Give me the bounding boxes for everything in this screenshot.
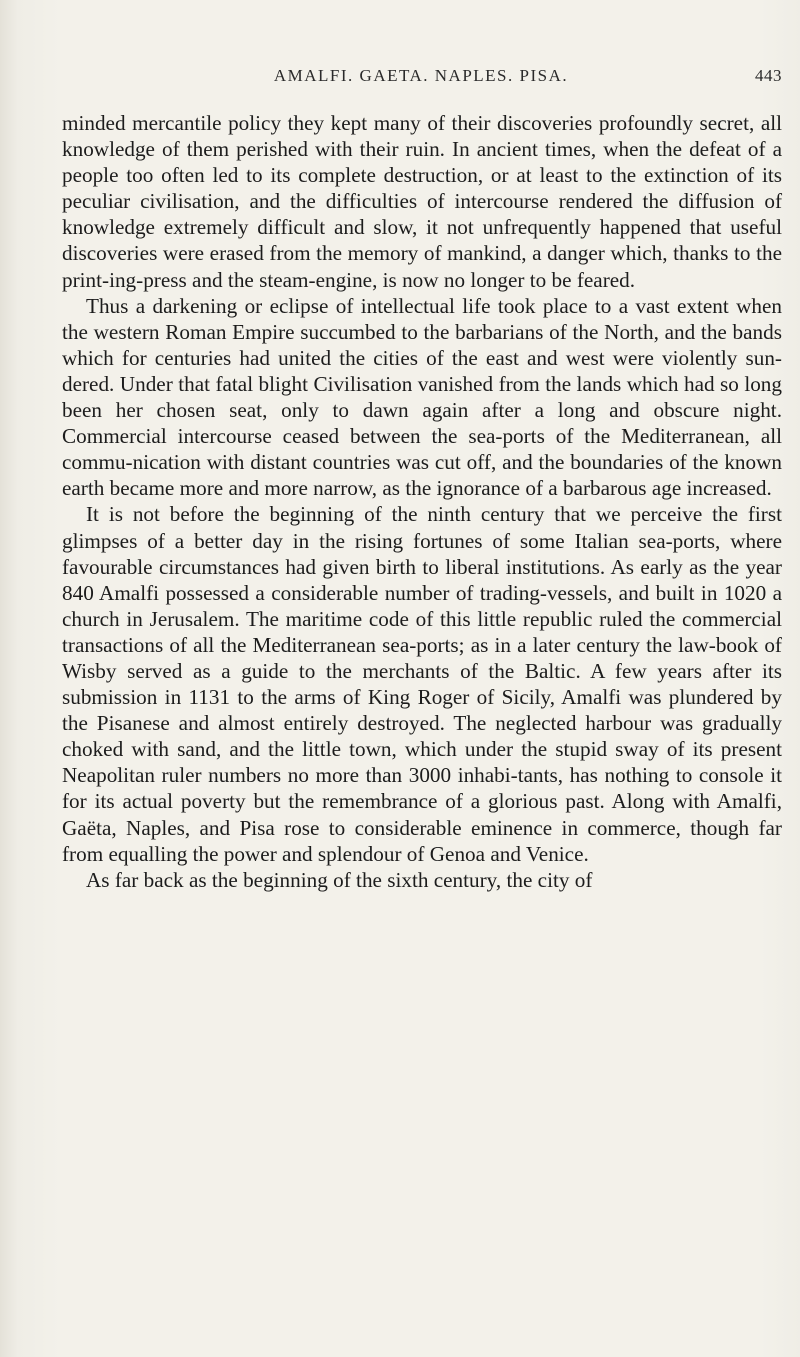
paragraph-3: It is not before the beginning of the ninth century that we perceive the first glimpses of a better day in the rising fortunes of some Italian sea-ports, where favourable circumstances had given birth to liberal institutions. As early as the year 840 Amalfi possessed a considerable number of trading-vessels, and built in 1020 a church in Jerusalem. The maritime code of this little republic ruled the commercial transactions of all the Mediterranean sea-ports; as in a later century the law-book of Wisby served as a guide to the merchants of the Baltic. A few years after its submission in 1131 to the arms of King Roger of Sicily, Amalfi was plundered by the Pisanese and almost entirely destroyed. The neglected harbour was gradually choked with sand, and the little town, which under the stupid sway of its present Neapolitan ruler numbers no more than 3000 inhabi-tants, has nothing to console it for its actual poverty but the remembrance of a glorious past. Along with Amalfi, Gaëta, Naples, and Pisa rose to considerable eminence in commerce, though far from equalling the power and splendour of Genoa and Venice.: [62, 502, 782, 866]
page-number: 443: [755, 66, 782, 85]
paragraph-2: Thus a darkening or eclipse of intellectual life took place to a vast extent when the western Roman Empire succumbed to the barbarians of the North, and the bands which for centuries had united the cities of the east and west were violently sun-dered. Under that fatal blight Civilisation vanished from the lands which had so long been her chosen seat, only to dawn again after a long and obscure night. Commercial intercourse ceased between the sea-ports of the Mediterranean, all commu-nication with distant countries was cut off, and the boundaries of the known earth became more and more narrow, as the ignorance of a barbarous age increased.: [62, 293, 782, 501]
body-text: [62, 110, 782, 893]
page-header: [60, 66, 782, 96]
running-head: AMALFI. GAETA. NAPLES. PISA.: [273, 66, 569, 85]
paragraph-1: minded mercantile policy they kept many of their discoveries profoundly secret, all knowledge of them perished with their ruin. In ancient times, when the defeat of a people too often led to its complete destruction, or at least to the extinction of its peculiar civilisation, and the difficulties of intercourse rendered the diffusion of knowledge extremely difficult and slow, it not unfrequently happened that useful discoveries were erased from the memory of mankind, a danger which, thanks to the print-ing-press and the steam-engine, is now no longer to be feared.: [62, 111, 782, 292]
paragraph-4: As far back as the beginning of the sixth century, the city of: [86, 867, 593, 892]
